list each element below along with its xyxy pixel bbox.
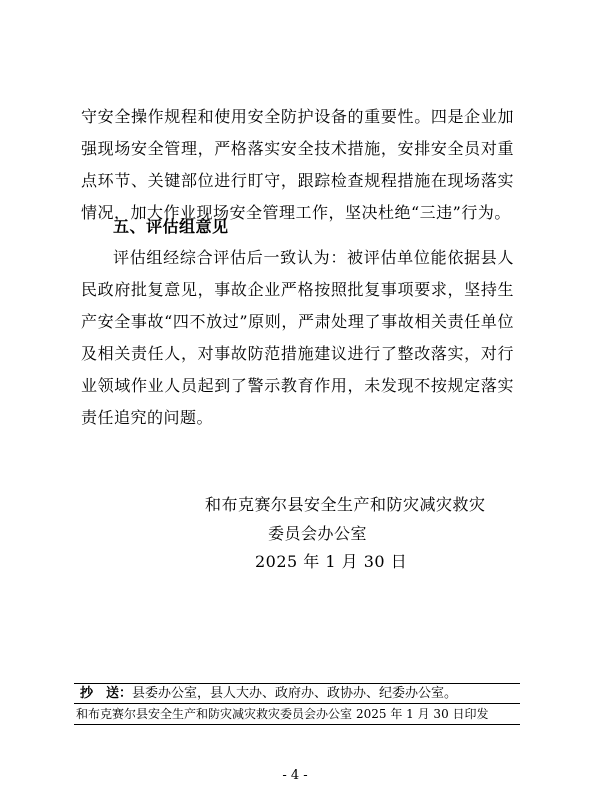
issuer: 和布克赛尔县安全生产和防灾减灾救灾委员会办公室 [76,707,353,721]
footer-rule-middle [74,703,520,704]
page-number: - 4 - [282,768,308,783]
body-paragraph-opinion: 评估组经综合评估后一致认为：被评估单位能依据县人民政府批复意见，事故企业严格按照批复事项要求，坚持生产安全事故“四不放过”原则，严肃处理了事故相关责任单位及相关责任人，对事故防范措施建议进行了整改落实，对行业领域作业人员起到了警示教育作用，未发现不按规定落实责任追究的问题。 [81,248,514,427]
issue-line [76,705,520,723]
cc-recipients: 县委办公室，县人大办、政府办、政协办、纪委办公室。 [132,686,458,701]
body-paragraph-measures: 守安全操作规程和使用安全防护设备的重要性。四是企业加强现场安全管理，严格落实安全技术措施，安排安全员对重点环节、关键部位进行盯守，跟踪检查规程措施在现场落实情况，加大作业现场安全管理工作，坚决杜绝“三违”行为。 [81,107,514,222]
section-heading-opinion: 五、评估组意见 [113,217,229,236]
signature-org-line1: 和布克赛尔县安全生产和防灾减灾救灾 [205,495,486,514]
signature-date: 2025 年 1 月 30 日 [255,552,408,571]
footer-rule-bottom [74,724,520,725]
cc-line [80,684,520,703]
cc-label: 抄 送： [80,686,133,701]
issue-date: 2025 年 1 月 30 日印发 [356,707,489,721]
signature-org-line2: 委员会办公室 [268,524,368,543]
